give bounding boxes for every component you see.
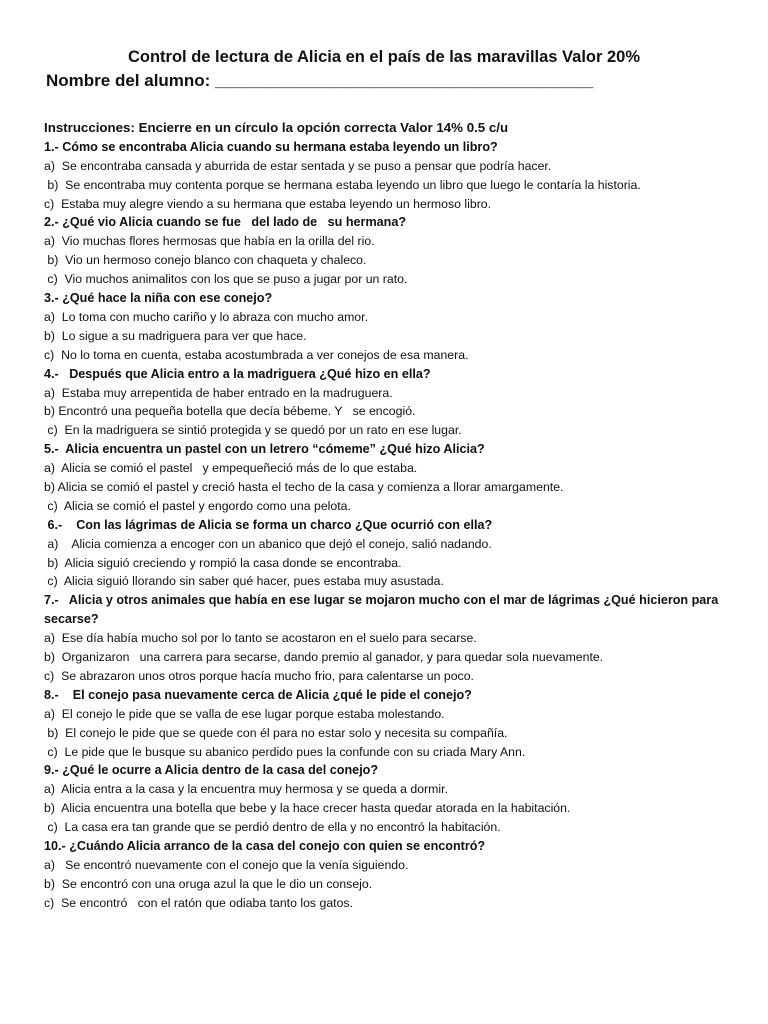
instructions: Instrucciones: Encierre en un círculo la opción correcta Valor 14% 0.5 c/u [44, 120, 509, 135]
question-text: 8.- El conejo pasa nuevamente cerca de Alicia ¿qué le pide el conejo? [44, 687, 472, 702]
question-text: 2.- ¿Qué vio Alicia cuando se fue del lado de su hermana? [44, 215, 407, 230]
option-a[interactable]: a) Alicia comienza a encoger con un abanico que dejó el conejo, salió nadando. [44, 536, 492, 551]
option-c[interactable]: c) En la madriguera se sintió protegida y se quedó por un rato en ese lugar. [44, 423, 462, 438]
question-text: 1.- Cómo se encontraba Alicia cuando su hermana estaba leyendo un libro? [44, 139, 498, 154]
option-c[interactable]: c) Alicia siguió llorando sin saber qué hacer, pues estaba muy asustada. [44, 574, 444, 589]
option-a[interactable]: a) Se encontraba cansada y aburrida de estar sentada y se puso a pensar que podría hacer. [44, 158, 552, 173]
option-c[interactable]: c) Se encontró con el ratón que odiaba tanto los gatos. [44, 895, 353, 910]
option-c[interactable]: c) Alicia se comió el pastel y engordo como una pelota. [44, 498, 351, 513]
option-a[interactable]: a) Alicia se comió el pastel y empequeñeció más de lo que estaba. [44, 461, 418, 476]
option-a[interactable]: a) Alicia entra a la casa y la encuentra muy hermosa y se queda a dormir. [44, 782, 448, 797]
option-a[interactable]: a) Lo toma con mucho cariño y lo abraza con mucho amor. [44, 309, 368, 324]
question-3 [44, 289, 744, 365]
question-text: 4.- Después que Alicia entro a la madriguera ¿Qué hizo en ella? [44, 366, 431, 381]
option-b[interactable]: b) Se encontró con una oruga azul la que le dio un consejo. [44, 876, 373, 891]
option-c[interactable]: c) Estaba muy alegre viendo a su hermana que estaba leyendo un hermoso libro. [44, 196, 492, 211]
option-a[interactable]: a) El conejo le pide que se valla de ese lugar porque estaba molestando. [44, 706, 445, 721]
question-2 [44, 213, 744, 289]
option-a[interactable]: a) Se encontró nuevamente con el conejo que la venía siguiendo. [44, 857, 409, 872]
question-1 [44, 138, 744, 214]
option-a[interactable]: a) Vio muchas flores hermosas que había en la orilla del rio. [44, 234, 375, 249]
option-c[interactable]: c) Vio muchos animalitos con los que se puso a jugar por un rato. [44, 272, 408, 287]
question-8 [44, 686, 744, 762]
question-6 [44, 516, 744, 592]
option-b[interactable]: b) El conejo le pide que se quede con él para no estar solo y necesita su compañía. [44, 725, 508, 740]
question-9 [44, 761, 744, 837]
option-b[interactable]: b) Alicia se comió el pastel y creció hasta el techo de la casa y comienza a llorar amargamente. [44, 480, 564, 494]
option-c[interactable]: c) La casa era tan grande que se perdió dentro de ella y no encontró la habitación. [44, 820, 501, 835]
option-b[interactable]: b) Lo sigue a su madriguera para ver que hace. [44, 328, 307, 343]
option-b[interactable]: b) Alicia siguió creciendo y rompió la casa donde se encontraba. [44, 555, 402, 570]
question-4 [44, 365, 744, 441]
question-text: 10.- ¿Cuándo Alicia arranco de la casa del conejo con quien se encontró? [44, 839, 486, 853]
option-c[interactable]: c) Le pide que le busque su abanico perdido pues la confunde con su criada Mary Ann. [44, 744, 526, 759]
question-text: 5.- Alicia encuentra un pastel con un letrero “cómeme” ¿Qué hizo Alicia? [44, 442, 485, 457]
quiz-content [44, 119, 744, 913]
option-b[interactable]: b) Alicia encuentra una botella que bebe y la hace crecer hasta quedar atorada en la habitación. [44, 801, 571, 816]
option-c[interactable]: c) Se abrazaron unos otros porque hacía mucho frio, para calentarse un poco. [44, 668, 474, 683]
question-text: 9.- ¿Qué le ocurre a Alicia dentro de la casa del conejo? [44, 763, 379, 778]
question-text: 3.- ¿Qué hace la niña con ese conejo? [44, 291, 273, 306]
question-5 [44, 440, 744, 516]
option-b[interactable]: b) Encontró una pequeña botella que decía bébeme. Y se encogió. [44, 404, 416, 419]
option-b[interactable]: b) Organizaron una carrera para secarse, dando premio al ganador, y para quedar sola nuevamente. [44, 650, 604, 665]
option-a[interactable]: a) Estaba muy arrepentida de haber entrado en la madruguera. [44, 385, 393, 400]
option-c[interactable]: c) No lo toma en cuenta, estaba acostumbrada a ver conejos de esa manera. [44, 347, 469, 362]
question-text: 7.- Alicia y otros animales que había en ese lugar se mojaron mucho con el mar de lágrimas ¿Qué hicieron para secarse? [44, 593, 722, 627]
question-7 [44, 591, 744, 685]
option-b[interactable]: b) Vio un hermoso conejo blanco con chaqueta y chaleco. [44, 253, 367, 268]
student-name-line: Nombre del alumno: ________________________________________ [46, 71, 594, 90]
option-b[interactable]: b) Se encontraba muy contenta porque se hermana estaba leyendo un libro que luego le contaría la historia. [44, 177, 641, 192]
question-10 [44, 837, 744, 913]
page-title: Control de lectura de Alicia en el país de las maravillas Valor 20% [127, 48, 641, 66]
question-text: 6.- Con las lágrimas de Alicia se forma un charco ¿Que ocurrió con ella? [44, 517, 493, 532]
option-a[interactable]: a) Ese día había mucho sol por lo tanto se acostaron en el suelo para secarse. [44, 631, 477, 646]
